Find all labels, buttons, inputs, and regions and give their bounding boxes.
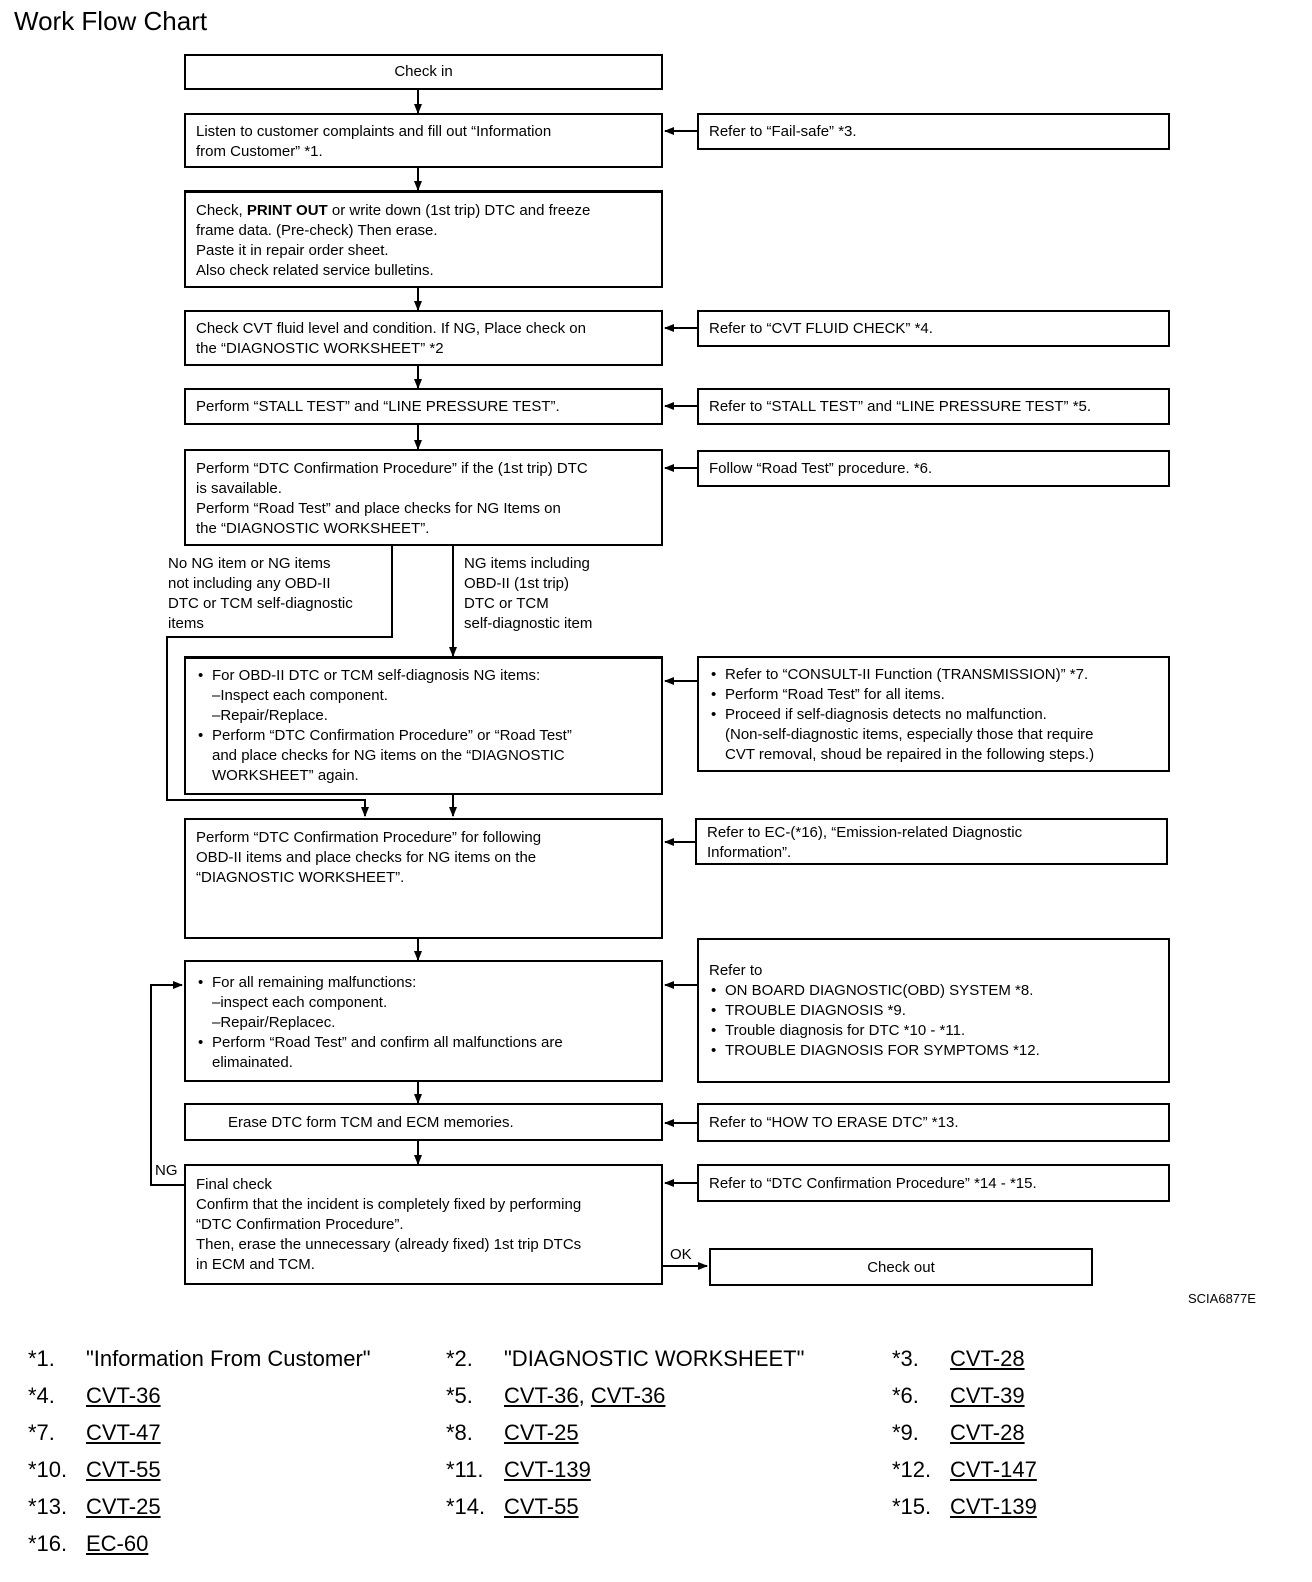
box-text: Check CVT fluid level and condition. If NG, Place check on xyxy=(196,320,586,337)
box-text: frame data. (Pre-check) Then erase. xyxy=(196,222,438,239)
footnote-number: *3. xyxy=(892,1345,919,1371)
footnote-link[interactable]: CVT-28 xyxy=(950,1345,1025,1371)
sub-text: –Repair/Replace. xyxy=(212,707,328,724)
final-check-box xyxy=(184,1164,663,1285)
box-text: elimainated. xyxy=(212,1054,293,1071)
footnote-table xyxy=(28,1340,1037,1562)
footnote-link[interactable]: CVT-25 xyxy=(504,1419,579,1445)
label-text: items xyxy=(168,615,204,632)
footnote-value: CVT-36, CVT-36 xyxy=(504,1382,666,1408)
box-text: “DIAGNOSTIC WORKSHEET”. xyxy=(196,869,405,886)
footnote-link[interactable]: CVT-36 xyxy=(504,1382,579,1408)
stall-test-box xyxy=(184,388,663,425)
box-text: the “DIAGNOSTIC WORKSHEET”. xyxy=(196,520,430,537)
check-out-box xyxy=(709,1248,1093,1286)
bullet-text: • Proceed if self-diagnosis detects no malfunction. xyxy=(709,705,1158,725)
box-text: Refer to “STALL TEST” and “LINE PRESSURE TEST” *5. xyxy=(709,398,1092,415)
bullet-text: • Refer to “CONSULT-II Function (TRANSMISSION)” *7. xyxy=(709,665,1158,685)
footnote-value xyxy=(950,1488,1037,1525)
footnote-number: *7. xyxy=(28,1419,55,1445)
footnote-link[interactable]: CVT-147 xyxy=(950,1456,1037,1482)
footnote-number: *5. xyxy=(446,1382,473,1408)
box-text: Check, PRINT OUT or write down (1st trip) DTC and freeze xyxy=(196,202,591,219)
footnote-number: *14. xyxy=(446,1493,486,1519)
footnote-link[interactable]: CVT-139 xyxy=(950,1493,1037,1519)
footnote-link[interactable]: CVT-55 xyxy=(86,1456,161,1482)
footnote-value xyxy=(950,1377,1037,1414)
footnote-link[interactable]: EC-60 xyxy=(86,1530,149,1556)
box-text: Listen to customer complaints and fill out “Information xyxy=(196,123,552,140)
sub-text: –inspect each component. xyxy=(212,994,388,1011)
label-text: not including any OBD-II xyxy=(168,575,331,592)
footnote-link[interactable]: CVT-36 xyxy=(590,1382,666,1408)
footnote-row xyxy=(28,1525,1037,1562)
footnote-link[interactable]: CVT-28 xyxy=(950,1419,1025,1445)
check-in-text: Check in xyxy=(394,63,453,80)
footnote-number: *10. xyxy=(28,1456,68,1482)
consult-ref-box xyxy=(697,656,1170,772)
footnote-link[interactable]: CVT-139 xyxy=(504,1456,591,1482)
fluid-check-box xyxy=(184,310,663,366)
ec-ref-box xyxy=(695,818,1168,865)
box-text: from Customer” *1. xyxy=(196,143,323,160)
box-text: “DTC Confirmation Procedure”. xyxy=(196,1216,404,1233)
dtc-procedure-box xyxy=(184,449,663,546)
footnote-value: "DIAGNOSTIC WORKSHEET" xyxy=(504,1345,805,1371)
box-text: Information”. xyxy=(707,844,792,861)
box-text: Confirm that the incident is completely fixed by performing xyxy=(196,1196,582,1213)
box-text: Also check related service bulletins. xyxy=(196,262,434,279)
box-text: Then, erase the unnecessary (already fixed) 1st trip DTCs xyxy=(196,1236,582,1253)
footnote-value xyxy=(504,1488,892,1525)
obd-ng-items-box xyxy=(184,656,663,795)
box-text: is savailable. xyxy=(196,480,282,497)
footnote-value xyxy=(86,1377,446,1414)
footnote-value xyxy=(504,1451,892,1488)
footnote-number: *6. xyxy=(892,1382,919,1408)
branch-label-ng xyxy=(464,554,592,634)
footnote-number: *8. xyxy=(446,1419,473,1445)
erase-ref-box xyxy=(697,1103,1170,1142)
box-text: Refer to “CVT FLUID CHECK” *4. xyxy=(709,320,933,337)
bullet-text: • For OBD-II DTC or TCM self-diagnosis NG items: xyxy=(196,666,651,686)
footnote-value xyxy=(86,1414,446,1451)
footnote-value xyxy=(950,1414,1037,1451)
refer-list-box xyxy=(697,938,1170,1083)
final-ref-box xyxy=(697,1164,1170,1202)
bullet-text: • For all remaining malfunctions: xyxy=(196,973,651,993)
box-text: Refer to xyxy=(709,962,763,979)
road-test-ref-box xyxy=(697,450,1170,487)
footnote-row xyxy=(28,1340,1037,1377)
footnote-number: *9. xyxy=(892,1419,919,1445)
label-text: self-diagnostic item xyxy=(464,615,593,632)
label-text: NG items including xyxy=(464,555,590,572)
footnote-number: *11. xyxy=(446,1456,484,1482)
footnote-value xyxy=(86,1525,446,1562)
footnote-value: "Information From Customer" xyxy=(86,1345,371,1371)
check-in-box xyxy=(184,54,663,90)
bullet-text: • TROUBLE DIAGNOSIS *9. xyxy=(709,1001,1158,1021)
stall-ref-box xyxy=(697,388,1170,425)
bullet-text: • TROUBLE DIAGNOSIS FOR SYMPTOMS *12. xyxy=(709,1041,1158,1061)
footnote-link[interactable]: CVT-47 xyxy=(86,1419,161,1445)
footnote-value xyxy=(86,1451,446,1488)
listen-box xyxy=(184,113,663,168)
box-text: Perform “STALL TEST” and “LINE PRESSURE TEST”. xyxy=(196,398,560,415)
footnote-value xyxy=(86,1488,446,1525)
box-text: Perform “DTC Confirmation Procedure” for following xyxy=(196,829,542,846)
box-text: Perform “DTC Confirmation Procedure” if the (1st trip) DTC xyxy=(196,460,588,477)
footnote-value xyxy=(950,1451,1037,1488)
label-text: DTC or TCM xyxy=(464,595,549,612)
box-text: Erase DTC form TCM and ECM memories. xyxy=(228,1114,514,1131)
box-text: Refer to “HOW TO ERASE DTC” *13. xyxy=(709,1114,959,1131)
image-code: SCIA6877E xyxy=(1188,1291,1256,1306)
box-text: Final check xyxy=(196,1176,272,1193)
ok-label: OK xyxy=(670,1246,692,1263)
footnote-link[interactable]: CVT-55 xyxy=(504,1493,579,1519)
footnote-number: *4. xyxy=(28,1382,55,1408)
footnote-link[interactable]: CVT-36 xyxy=(86,1382,161,1408)
footnote-number: *12. xyxy=(892,1456,932,1482)
fluid-ref-box xyxy=(697,310,1170,347)
box-text: Refer to EC-(*16), “Emission-related Diagnostic xyxy=(707,824,1023,841)
connector-ng-loop xyxy=(151,985,184,1185)
footnote-row xyxy=(28,1414,1037,1451)
fail-safe-ref-box xyxy=(697,113,1170,150)
label-text: OBD-II (1st trip) xyxy=(464,575,570,592)
label-text: DTC or TCM self-diagnostic xyxy=(168,595,353,612)
print-check-box xyxy=(184,190,663,288)
erase-box xyxy=(184,1103,663,1141)
bullet-text: • ON BOARD DIAGNOSTIC(OBD) SYSTEM *8. xyxy=(709,981,1158,1001)
box-text: (Non-self-diagnostic items, especially those that require xyxy=(725,726,1094,743)
footnote-number: *1. xyxy=(28,1345,55,1371)
box-text: Follow “Road Test” procedure. *6. xyxy=(709,460,933,477)
footnote-number: *13. xyxy=(28,1493,68,1519)
bullet-text: • Trouble diagnosis for DTC *10 - *11. xyxy=(709,1021,1158,1041)
box-text: OBD-II items and place checks for NG items on the xyxy=(196,849,537,866)
ng-label: NG xyxy=(155,1162,178,1179)
footnote-row xyxy=(28,1451,1037,1488)
bullet-text: • Perform “Road Test” for all items. xyxy=(709,685,1158,705)
box-text: Perform “Road Test” and place checks for NG Items on xyxy=(196,500,561,517)
box-text: in ECM and TCM. xyxy=(196,1256,315,1273)
box-text: Check out xyxy=(867,1259,935,1276)
box-text: and place checks for NG items on the “DIAGNOSTIC xyxy=(212,747,565,764)
box-text: Paste it in repair order sheet. xyxy=(196,242,389,259)
box-text: the “DIAGNOSTIC WORKSHEET” *2 xyxy=(196,340,444,357)
label-text: No NG item or NG items xyxy=(168,555,331,572)
footnote-link[interactable]: CVT-25 xyxy=(86,1493,161,1519)
branch-label-no-ng xyxy=(168,554,353,634)
footnote-number: *16. xyxy=(28,1530,68,1556)
sub-text: –Inspect each component. xyxy=(212,687,388,704)
bullet-text: • Perform “Road Test” and confirm all malfunctions are xyxy=(196,1033,651,1053)
footnote-row xyxy=(28,1377,1037,1414)
box-text: Refer to “Fail-safe” *3. xyxy=(709,123,857,140)
obd-items-box xyxy=(184,818,663,939)
remaining-malfunctions-box xyxy=(184,960,663,1082)
box-text: CVT removal, shoud be repaired in the following steps.) xyxy=(725,746,1095,763)
footnote-number: *2. xyxy=(446,1345,473,1371)
bullet-text: • Perform “DTC Confirmation Procedure” or “Road Test” xyxy=(196,726,651,746)
sub-text: –Repair/Replacec. xyxy=(212,1014,336,1031)
footnote-number: *15. xyxy=(892,1493,932,1519)
footnote-value xyxy=(504,1414,892,1451)
box-text: WORKSHEET” again. xyxy=(212,767,359,784)
page-title: Work Flow Chart xyxy=(14,6,208,36)
footnote-value xyxy=(950,1340,1037,1377)
footnote-link[interactable]: CVT-39 xyxy=(950,1382,1025,1408)
footnote-row xyxy=(28,1488,1037,1525)
box-text: Refer to “DTC Confirmation Procedure” *14 - *15. xyxy=(709,1175,1037,1192)
